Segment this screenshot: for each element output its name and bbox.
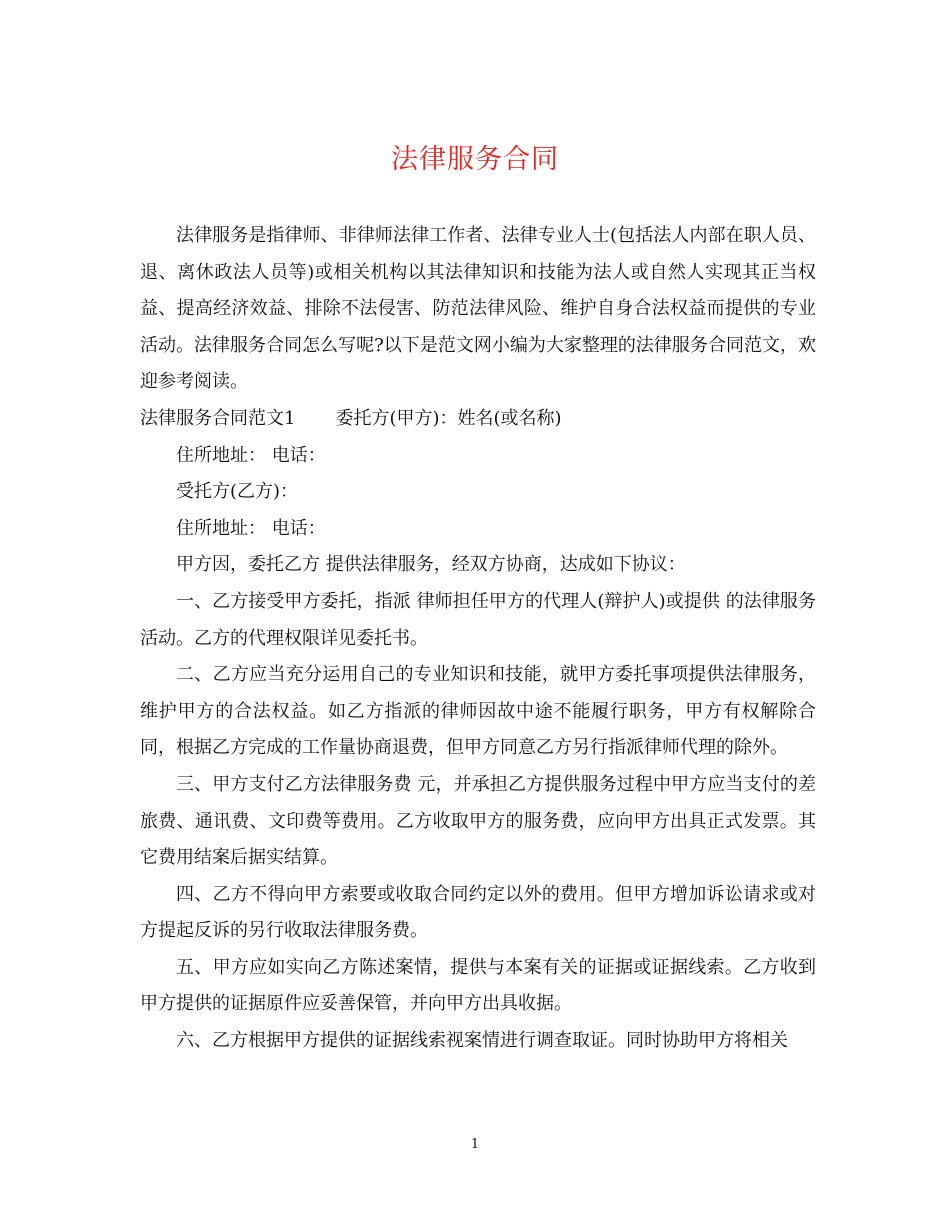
agent-address: 住所地址： 电话： [176, 517, 326, 539]
intro-paragraph: 法律服务是指律师、非律师法律工作者、法律专业人士(包括法人内部在职人员、退、离休政法人员等)或相关机构以其法律知识和技能为法人或自然人实现其正当权益、提高经济效益、排除不法侵害、防范法律风险、维护自身合法权益而提供的专业活动。法律服务合同怎么写呢?以下是范文网小编为大家整理的法律服务合同范文，欢迎参考阅读。 [140, 225, 816, 393]
sample-heading-line [140, 401, 816, 438]
agent-line: 受托方(乙方)： [176, 481, 299, 503]
clause-6: 六、乙方根据甲方提供的证据线索视案情进行调查取证。同时协助甲方将相关 [176, 1030, 788, 1052]
document-title: 法律服务合同 [391, 144, 559, 175]
page-number: 1 [470, 1137, 480, 1152]
client-line: 委托方(甲方)：姓名(或名称) [335, 407, 562, 429]
clause-3: 三、甲方支付乙方法律服务费 元，并承担乙方提供服务过程中甲方应当支付的差旅费、通讯费、文印费等费用。乙方收取甲方的服务费，应向甲方出具正式发票。其它费用结案后据实结算。 [140, 773, 816, 869]
client-address: 住所地址： 电话： [176, 444, 326, 466]
clause-5: 五、甲方应如实向乙方陈述案情，提供与本案有关的证据或证据线索。乙方收到甲方提供的证据原件应妥善保管，并向甲方出具收据。 [140, 956, 816, 1015]
document-body [140, 218, 816, 1060]
clause-4: 四、乙方不得向甲方索要或收取合同约定以外的费用。但甲方增加诉讼请求或对方提起反诉的另行收取法律服务费。 [140, 883, 816, 942]
agreement-intro: 甲方因，委托乙方 提供法律服务，经双方协商，达成如下协议： [176, 554, 686, 576]
clause-2: 二、乙方应当充分运用自己的专业知识和技能，就甲方委托事项提供法律服务，维护甲方的合法权益。如乙方指派的律师因故中途不能履行职务，甲方有权解除合同，根据乙方完成的工作量协商退费，但甲方同意乙方另行指派律师代理的除外。 [140, 664, 816, 759]
clause-1: 一、乙方接受甲方委托，指派 律师担任甲方的代理人(辩护人)或提供 的法律服务活动。乙方的代理权限详见委托书。 [140, 590, 816, 649]
sample-heading: 法律服务合同范文1 [140, 407, 296, 429]
